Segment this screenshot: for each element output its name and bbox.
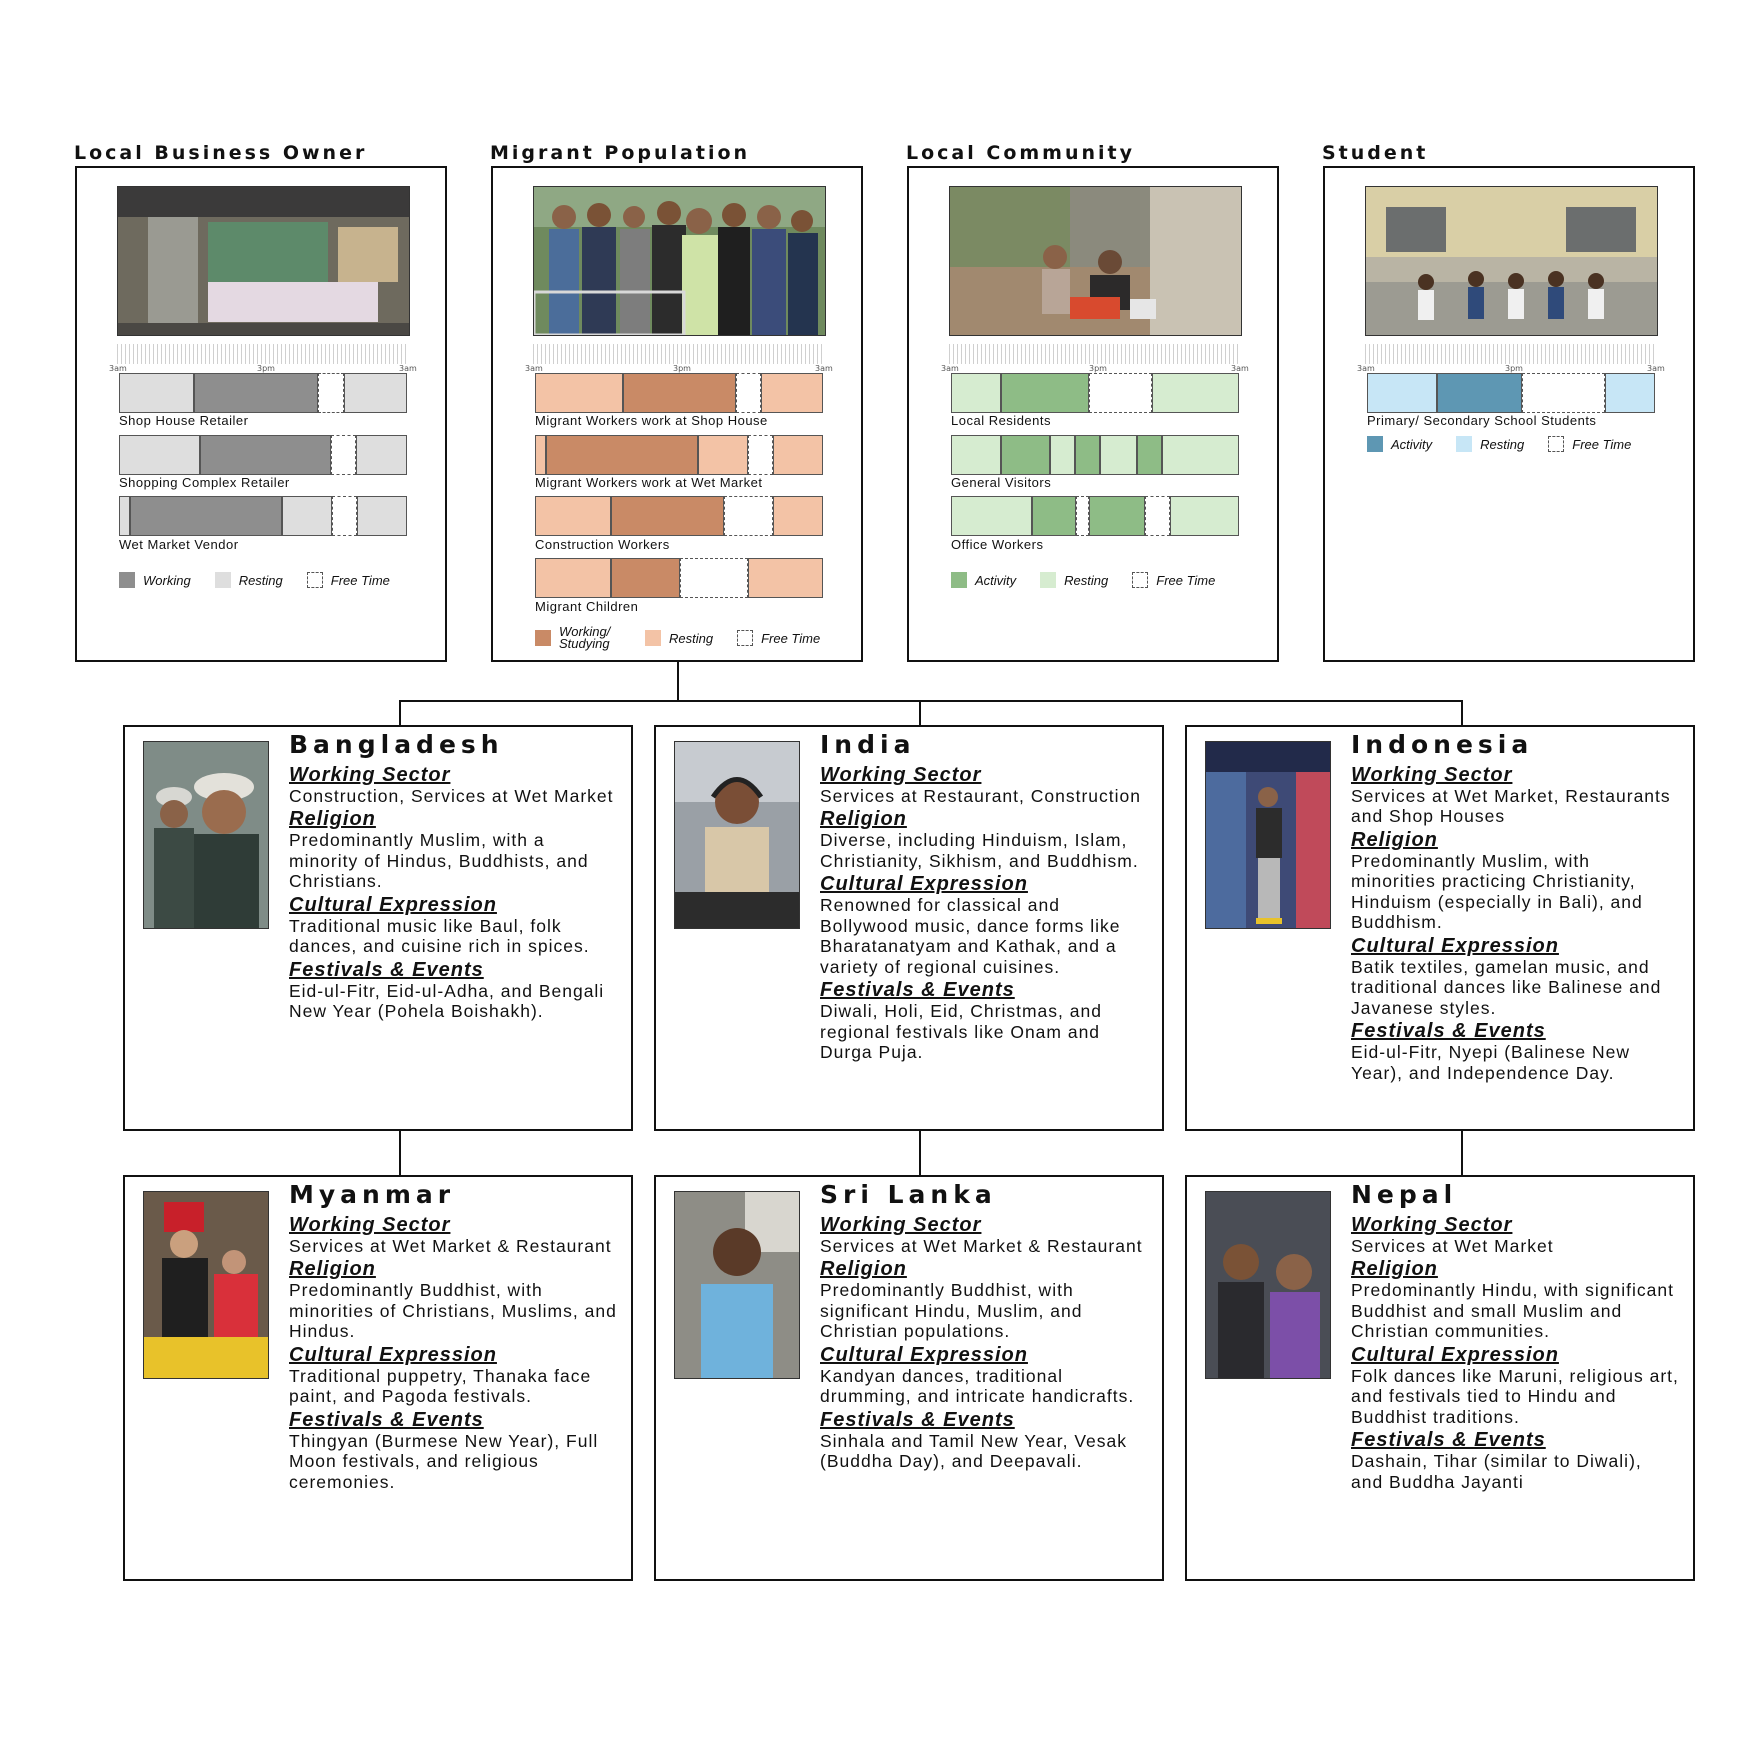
group-title-migrant-population: Migrant Population: [490, 142, 751, 164]
schedule-label: Shop House Retailer: [119, 413, 249, 428]
resting-segment: [951, 435, 1001, 475]
students-photo: [1365, 186, 1658, 336]
legend: [535, 626, 836, 650]
schedule-label: Office Workers: [951, 537, 1044, 552]
legend-label: Working: [143, 572, 191, 588]
resting-segment: [1152, 373, 1239, 413]
resting-segment: [1367, 373, 1437, 413]
legend-label: Resting: [1064, 572, 1109, 588]
section-text: Diverse, including Hinduism, Islam, Christianity, Sikhism, and Buddhism.: [820, 830, 1139, 871]
section-text: Traditional puppetry, Thanaka face paint, and Pagoda festivals.: [289, 1365, 592, 1406]
schedule-label: Migrant Children: [535, 599, 639, 614]
resting-segment: [344, 373, 407, 413]
legend: [951, 572, 1231, 588]
resting-segment: [535, 496, 611, 536]
indonesia-shop-photo: [1205, 741, 1331, 929]
legend: [1367, 436, 1647, 452]
schedule-bar: [535, 435, 823, 475]
free-time-segment: [1145, 496, 1170, 536]
section-heading: Festivals & Events: [820, 979, 1015, 1001]
free-time-segment: [736, 373, 761, 413]
legend-label: Activity: [1391, 436, 1433, 452]
legend-swatch-resting: [1456, 436, 1472, 452]
section-text: Predominantly Hindu, with significant Buddhist and small Muslim and Christian communities.: [1351, 1280, 1674, 1341]
activity-segment: [194, 373, 318, 413]
resting-segment: [535, 558, 611, 598]
legend-label: Free Time: [330, 572, 390, 588]
section-text: Eid-ul-Fitr, Eid-ul-Adha, and Bengali New Year (Pohela Boishakh).: [289, 980, 605, 1021]
section-text: Renowned for classical and Bollywood music, dance forms like Bharatanatyam and Kathak, and a variety of regional cuisines.: [820, 895, 1121, 977]
activity-segment: [546, 435, 697, 475]
section-text: Services at Wet Market: [1351, 1235, 1554, 1256]
legend: [119, 572, 406, 588]
section-text: Kandyan dances, traditional drumming, and intricate handicrafts.: [820, 1365, 1135, 1406]
section-heading: Working Sector: [1351, 763, 1513, 786]
country-card-indonesia: [1185, 725, 1695, 1131]
connector-line: [919, 700, 921, 726]
resting-segment: [1100, 435, 1137, 475]
section-text: Batik textiles, gamelan music, and traditional dances like Balinese and Javanese styles.: [1351, 956, 1662, 1018]
connector-line: [677, 662, 679, 702]
resting-segment: [282, 496, 333, 536]
free-time-segment: [680, 558, 749, 598]
time-ruler: [117, 344, 408, 364]
country-info: [820, 730, 1148, 1063]
group-title-local-community: Local Community: [906, 142, 1135, 164]
section-text: Diwali, Holi, Eid, Christmas, and regional festivals like Onam and Durga Puja.: [820, 1001, 1102, 1062]
activity-segment: [611, 496, 724, 536]
schedule-bar: [535, 558, 823, 598]
legend-swatch-free-time: [1548, 436, 1564, 452]
local-community-photo: [949, 186, 1242, 336]
section-heading: Working Sector: [820, 1213, 982, 1236]
connector-line: [399, 700, 401, 726]
country-info: [289, 1180, 617, 1492]
legend-label: Resting: [669, 630, 714, 646]
section-heading: Cultural Expression: [820, 873, 1028, 895]
schedule-label: Construction Workers: [535, 537, 670, 552]
schedule-bar: [119, 435, 407, 475]
free-time-segment: [724, 496, 774, 536]
free-time-segment: [1076, 496, 1088, 536]
country-name: Nepal: [1351, 1180, 1458, 1209]
section-text: Services at Restaurant, Construction: [820, 785, 1141, 806]
activity-segment: [1089, 496, 1145, 536]
legend-swatch-activity: [951, 572, 967, 588]
country-card-nepal: [1185, 1175, 1695, 1581]
country-name: Indonesia: [1351, 730, 1534, 759]
schedule-label: Migrant Workers work at Shop House: [535, 413, 768, 428]
resting-segment: [119, 373, 194, 413]
shop-house-photo: [117, 186, 410, 336]
schedule-label: Local Residents: [951, 413, 1051, 428]
connector-line: [919, 1130, 921, 1176]
section-text: Folk dances like Maruni, religious art, and festivals tied to Hindu and Buddhist traditions.: [1351, 1365, 1679, 1427]
bangladesh-worker-photo: [143, 741, 269, 929]
country-name: Bangladesh: [289, 730, 504, 759]
schedule-bar: [951, 435, 1239, 475]
free-time-segment: [1089, 373, 1152, 413]
section-text: Dashain, Tihar (similar to Diwali), and Buddha Jayanti: [1351, 1451, 1642, 1492]
section-text: Traditional music like Baul, folk dances, and cuisine rich in spices.: [289, 915, 590, 956]
resting-segment: [761, 373, 823, 413]
free-time-segment: [331, 435, 356, 475]
india-worker-photo: [674, 741, 800, 929]
tick-mid: 3pm: [1505, 364, 1523, 373]
section-text: Eid-ul-Fitr, Nyepi (Balinese New Year), and Independence Day.: [1351, 1042, 1631, 1083]
section-text: Construction, Services at Wet Market: [289, 785, 614, 806]
section-heading: Festivals & Events: [289, 958, 484, 981]
panel-local-community: [907, 166, 1279, 662]
activity-segment: [1032, 496, 1076, 536]
resting-segment: [1605, 373, 1655, 413]
activity-segment: [1001, 435, 1051, 475]
resting-segment: [1050, 435, 1075, 475]
section-heading: Cultural Expression: [1351, 934, 1559, 957]
resting-segment: [951, 373, 1001, 413]
connector-line: [1461, 1130, 1463, 1176]
country-card-myanmar: [123, 1175, 633, 1581]
tick-end: 3am: [815, 364, 833, 373]
section-heading: Religion: [820, 1258, 907, 1280]
resting-segment: [1162, 435, 1239, 475]
schedule-bar: [951, 373, 1239, 413]
country-card-sri-lanka: [654, 1175, 1164, 1581]
schedule-bar: [535, 373, 823, 413]
legend-swatch-free-time: [307, 572, 323, 588]
group-title-student: Student: [1322, 142, 1429, 164]
legend-swatch-free-time: [737, 630, 753, 646]
legend-label: Resting: [1480, 436, 1525, 452]
section-text: Predominantly Buddhist, with minorities of Christians, Muslims, and Hindus.: [289, 1280, 617, 1341]
schedule-label: Shopping Complex Retailer: [119, 475, 290, 490]
legend-label: Resting: [238, 572, 283, 588]
legend-swatch-resting: [215, 572, 231, 588]
section-heading: Working Sector: [820, 763, 982, 786]
schedule-label: Wet Market Vendor: [119, 537, 239, 552]
resting-segment: [535, 373, 623, 413]
section-heading: Cultural Expression: [1351, 1343, 1559, 1366]
legend-swatch-free-time: [1132, 572, 1148, 588]
nepal-workers-photo: [1205, 1191, 1331, 1379]
section-text: Thingyan (Burmese New Year), Full Moon festivals, and religious ceremonies.: [289, 1430, 599, 1492]
activity-segment: [611, 558, 680, 598]
section-text: Services at Wet Market & Restaurant: [289, 1235, 612, 1256]
activity-segment: [623, 373, 736, 413]
resting-segment: [1170, 496, 1239, 536]
legend-label: Free Time: [1572, 436, 1632, 452]
country-name: Sri Lanka: [820, 1180, 997, 1209]
resting-segment: [773, 435, 823, 475]
schedule-bar: [1367, 373, 1655, 413]
group-title-local-business-owner: Local Business Owner: [74, 142, 368, 164]
section-heading: Festivals & Events: [1351, 1429, 1546, 1451]
schedule-bar: [535, 496, 823, 536]
legend-swatch-working: [535, 630, 551, 646]
resting-segment: [119, 435, 200, 475]
section-text: Predominantly Muslim, with minorities practicing Christianity, Hinduism (especially in Bali), and Buddhism.: [1351, 850, 1643, 932]
country-name: India: [820, 730, 916, 759]
sri-lanka-worker-photo: [674, 1191, 800, 1379]
legend-label: Free Time: [761, 630, 821, 646]
tick-start: 3am: [1357, 364, 1375, 373]
legend-label: Activity: [975, 572, 1017, 588]
free-time-segment: [748, 435, 773, 475]
section-heading: Festivals & Events: [820, 1408, 1015, 1431]
section-heading: Working Sector: [1351, 1213, 1513, 1236]
resting-segment: [535, 435, 546, 475]
section-text: Predominantly Buddhist, with significant Hindu, Muslim, and Christian populations.: [820, 1280, 1083, 1341]
section-heading: Religion: [289, 1258, 376, 1280]
schedule-label: Migrant Workers work at Wet Market: [535, 475, 763, 490]
tick-mid: 3pm: [673, 364, 691, 373]
section-heading: Religion: [1351, 1258, 1438, 1280]
tick-start: 3am: [941, 364, 959, 373]
activity-segment: [130, 496, 281, 536]
activity-segment: [200, 435, 331, 475]
tick-start: 3am: [525, 364, 543, 373]
activity-segment: [1137, 435, 1162, 475]
legend-label: Working/ Studying: [559, 624, 611, 651]
country-info: [1351, 1180, 1679, 1492]
legend-swatch-working: [119, 572, 135, 588]
connector-line: [399, 1130, 401, 1176]
section-heading: Festivals & Events: [289, 1408, 484, 1431]
country-info: [820, 1180, 1148, 1472]
country-name: Myanmar: [289, 1180, 456, 1209]
schedule-bar: [951, 496, 1239, 536]
section-text: Services at Wet Market & Restaurant: [820, 1235, 1143, 1256]
resting-segment: [698, 435, 749, 475]
time-ruler: [1365, 344, 1656, 364]
time-ruler: [533, 344, 824, 364]
section-heading: Working Sector: [289, 763, 451, 786]
country-info: [1351, 730, 1679, 1083]
panel-student: [1323, 166, 1695, 662]
section-heading: Working Sector: [289, 1213, 451, 1236]
section-heading: Cultural Expression: [289, 1343, 497, 1366]
section-text: Predominantly Muslim, with a minority of Hindus, Buddhists, and Christians.: [289, 830, 589, 891]
section-heading: Religion: [820, 808, 907, 830]
free-time-segment: [1522, 373, 1606, 413]
panel-local-business-owner: [75, 166, 447, 662]
section-heading: Religion: [289, 808, 376, 830]
schedule-label: General Visitors: [951, 475, 1052, 490]
free-time-segment: [332, 496, 357, 536]
activity-segment: [1001, 373, 1089, 413]
resting-segment: [773, 496, 823, 536]
section-text: Services at Wet Market, Restaurants and Shop Houses: [1351, 785, 1671, 826]
legend-swatch-resting: [645, 630, 661, 646]
activity-segment: [1437, 373, 1522, 413]
resting-segment: [357, 496, 407, 536]
connector-line: [399, 700, 1463, 702]
schedule-bar: [119, 496, 407, 536]
tick-end: 3am: [399, 364, 417, 373]
myanmar-festival-photo: [143, 1191, 269, 1379]
country-card-bangladesh: [123, 725, 633, 1131]
activity-segment: [1075, 435, 1100, 475]
country-card-india: [654, 725, 1164, 1131]
legend-swatch-activity: [1367, 436, 1383, 452]
tick-mid: 3pm: [257, 364, 275, 373]
resting-segment: [748, 558, 823, 598]
resting-segment: [951, 496, 1032, 536]
tick-start: 3am: [109, 364, 127, 373]
free-time-segment: [318, 373, 344, 413]
section-heading: Cultural Expression: [289, 893, 497, 916]
country-info: [289, 730, 617, 1022]
legend-label: Free Time: [1156, 572, 1216, 588]
tick-end: 3am: [1647, 364, 1665, 373]
section-text: Sinhala and Tamil New Year, Vesak (Buddha Day), and Deepavali.: [820, 1430, 1128, 1471]
migrant-workers-photo: [533, 186, 826, 336]
schedule-label: Primary/ Secondary School Students: [1367, 413, 1597, 428]
resting-segment: [356, 435, 407, 475]
section-heading: Festivals & Events: [1351, 1020, 1546, 1042]
resting-segment: [119, 496, 130, 536]
panel-migrant-population: [491, 166, 863, 662]
tick-end: 3am: [1231, 364, 1249, 373]
section-heading: Cultural Expression: [820, 1343, 1028, 1366]
section-heading: Religion: [1351, 828, 1438, 851]
legend-swatch-resting: [1040, 572, 1056, 588]
schedule-bar: [119, 373, 407, 413]
tick-mid: 3pm: [1089, 364, 1107, 373]
connector-line: [1461, 700, 1463, 726]
time-ruler: [949, 344, 1240, 364]
